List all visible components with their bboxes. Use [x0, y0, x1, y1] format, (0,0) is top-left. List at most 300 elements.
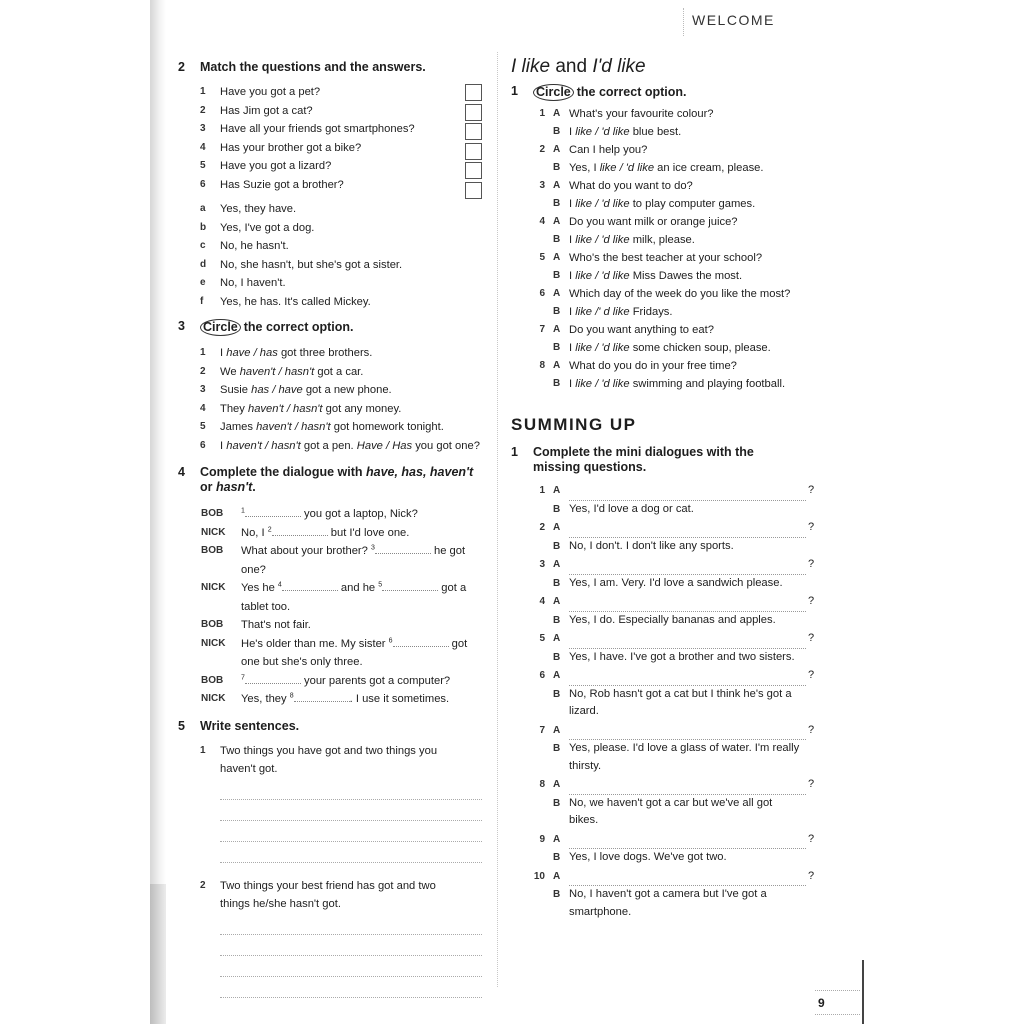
text: 4	[178, 465, 185, 479]
text: Yes, he has. It's called Mickey.	[220, 295, 371, 308]
option-choice[interactable]: haven't / hasn't	[247, 402, 323, 415]
text: I	[569, 126, 576, 138]
writing-line[interactable]	[220, 779, 482, 800]
text: ?	[808, 484, 815, 496]
text: I	[569, 234, 576, 246]
option-choice[interactable]: like / 'd like	[599, 162, 655, 174]
text: B	[553, 540, 561, 552]
text: I	[569, 270, 576, 282]
text: 5	[539, 252, 545, 263]
dialogue-a	[511, 285, 816, 303]
text: Do you want milk or orange juice?	[569, 216, 738, 228]
option-choice[interactable]: like / 'd like	[575, 198, 630, 210]
dialogue-line	[178, 672, 488, 691]
dialogue-b	[511, 231, 816, 249]
answer-item	[178, 237, 488, 256]
text: B	[553, 162, 561, 173]
dialogue-line	[178, 579, 488, 616]
answer-line[interactable]	[569, 488, 806, 501]
exercise-3	[178, 319, 488, 455]
option-item	[178, 400, 488, 419]
dialogue-line	[178, 635, 488, 672]
dialogue-a	[511, 177, 816, 195]
text: a	[200, 203, 206, 214]
dialogue-b	[511, 740, 816, 775]
text: A	[553, 522, 561, 533]
answer-box[interactable]	[465, 143, 482, 160]
text: you got a laptop, Nick?	[300, 508, 418, 520]
dialogue-b	[511, 159, 816, 177]
text: the correct option.	[576, 85, 687, 99]
text: B	[553, 852, 561, 863]
text: A	[553, 596, 561, 607]
option-choice[interactable]: have / has	[226, 347, 278, 359]
text: 10	[533, 870, 545, 882]
missing-question-line	[511, 830, 816, 850]
text: 6	[539, 670, 545, 681]
exercise-title	[178, 465, 488, 495]
text: 5	[178, 718, 185, 733]
text: No, I haven't got a camera but I've got a smartphone.	[569, 888, 767, 918]
missing-question-line	[511, 518, 816, 538]
text: Yes, they	[241, 693, 290, 705]
option-choice[interactable]: haven't / hasn't	[256, 421, 331, 433]
option-item	[178, 381, 488, 400]
answer-line[interactable]	[569, 636, 806, 649]
writing-prompt	[178, 742, 488, 779]
text: A	[553, 216, 561, 227]
dialogue-a	[511, 141, 816, 159]
exercise-2	[178, 60, 488, 311]
text: 1	[539, 485, 545, 496]
speaker: BOB	[201, 619, 224, 630]
dialogue-a	[511, 213, 816, 231]
question-item	[178, 83, 488, 102]
text: 3	[200, 123, 206, 134]
section-title	[511, 56, 816, 78]
text: Has Jim got a cat?	[220, 104, 313, 117]
option-item	[178, 437, 488, 456]
text: A	[553, 324, 561, 335]
text: 4	[200, 402, 206, 414]
text: 2	[539, 144, 545, 155]
answer-box[interactable]	[465, 123, 482, 140]
speaker: NICK	[201, 637, 226, 649]
text: 7	[539, 724, 545, 736]
text: Has Suzie got a brother?	[220, 178, 344, 191]
text: What about your brother?	[241, 545, 371, 557]
text: got homework tonight.	[330, 421, 444, 433]
answer-box[interactable]	[465, 162, 482, 179]
dialogue-b	[511, 267, 816, 285]
speaker: NICK	[201, 582, 226, 593]
text: Match the questions and the answers.	[200, 60, 426, 74]
answer-boxes	[465, 84, 482, 201]
gap-blank[interactable]	[282, 580, 338, 591]
text: Yes, I do. Especially bananas and apples.	[569, 613, 776, 626]
writing-line[interactable]	[220, 821, 482, 842]
text: but I'd love one.	[327, 526, 410, 539]
missing-question-line	[511, 629, 816, 649]
text: 8	[539, 779, 545, 790]
page-binding-shadow	[150, 0, 166, 1024]
text: B	[553, 614, 561, 626]
text: No, Rob hasn't got a cat but I think he's got a lizard.	[569, 687, 792, 717]
text: Two things you have got and two things you haven't got.	[220, 744, 438, 775]
text: some chicken soup, please.	[629, 342, 771, 354]
text: milk, please.	[629, 234, 695, 246]
question-item	[178, 102, 488, 121]
text: and he	[337, 582, 379, 594]
text: Which day of the week do you like the most?	[569, 288, 791, 300]
speaker: BOB	[201, 545, 224, 556]
section-header: WELCOME	[692, 12, 775, 28]
gap-blank[interactable]	[272, 525, 328, 536]
speaker: BOB	[201, 674, 224, 686]
option-choice[interactable]: Have / Has	[356, 439, 413, 452]
text: B	[553, 198, 561, 209]
text: he got one?	[241, 545, 466, 576]
answer-item	[178, 293, 488, 312]
exercise-1	[511, 84, 816, 393]
text: ?	[808, 723, 815, 736]
dialogue-line	[178, 690, 488, 709]
text: What do you want to do?	[569, 180, 693, 192]
question-item	[178, 157, 488, 176]
missing-question-line	[511, 666, 816, 686]
text: B	[553, 503, 561, 515]
answer-line[interactable]	[569, 562, 806, 575]
text: Two things your best friend has got and two things he/she hasn't got.	[220, 879, 436, 910]
text: Yes, I have. I've got a brother and two sisters.	[569, 650, 795, 663]
text: blue best.	[629, 126, 682, 138]
dialogue-b	[511, 375, 816, 393]
text: 4	[539, 216, 545, 227]
text: got a car.	[314, 365, 364, 378]
text: 8	[539, 360, 545, 371]
text: d	[200, 258, 207, 270]
text: I	[569, 306, 576, 318]
text: c	[200, 240, 206, 251]
text: Susie	[220, 384, 252, 396]
text: What's your favourite colour?	[569, 108, 714, 120]
text: B	[553, 688, 561, 700]
dialogue-line	[178, 542, 488, 579]
dialogue-b	[511, 849, 816, 867]
dialogue-b	[511, 612, 816, 630]
header-divider	[683, 8, 685, 36]
text: I'd like	[592, 56, 646, 77]
text: A	[553, 180, 561, 191]
option-choice[interactable]: like / 'd like	[575, 270, 630, 282]
text: e	[200, 277, 206, 288]
text: got any money.	[322, 402, 402, 415]
text: No, she hasn't, but she's got a sister.	[220, 258, 403, 271]
option-choice[interactable]: has / have	[251, 384, 303, 396]
answer-box[interactable]	[465, 104, 482, 121]
option-item	[178, 344, 488, 363]
writing-line[interactable]	[220, 956, 482, 977]
writing-line[interactable]	[220, 914, 482, 935]
text: Yes, I've got a dog.	[220, 221, 315, 234]
text: got three brothers.	[277, 347, 373, 359]
answer-line[interactable]	[569, 836, 806, 849]
text: No, I haven't.	[220, 277, 286, 289]
text: B	[553, 797, 561, 809]
text: I	[569, 198, 576, 210]
text: A	[553, 779, 561, 790]
dialogue-line	[178, 524, 488, 543]
text: I	[220, 347, 227, 359]
text: B	[553, 378, 561, 389]
text: ?	[808, 632, 815, 644]
missing-question-line	[511, 867, 816, 887]
answer-box[interactable]	[465, 182, 482, 199]
option-choice[interactable]: like / 'd like	[575, 342, 630, 354]
text: A	[553, 870, 561, 882]
page-number-rule	[815, 990, 860, 991]
writing-line[interactable]	[220, 842, 482, 863]
answer-line[interactable]	[569, 727, 806, 740]
writing-line[interactable]	[220, 977, 482, 998]
dialogue-b	[511, 339, 816, 357]
exercise-5	[178, 719, 488, 1006]
exercise-title	[511, 84, 816, 101]
dialogue-a	[511, 321, 816, 339]
answer-line[interactable]	[569, 673, 806, 686]
text: you got one?	[412, 439, 480, 452]
text: 3	[370, 544, 375, 552]
exercise-title	[178, 60, 488, 75]
option-item	[178, 418, 488, 437]
missing-question-line	[511, 775, 816, 795]
text: hasn't	[215, 480, 253, 494]
text: Yes, I am. Very. I'd love a sandwich please.	[569, 576, 783, 589]
text: b	[200, 221, 207, 233]
text: A	[553, 485, 561, 496]
right-column	[511, 56, 816, 921]
text: I like	[511, 56, 551, 77]
circle-word: Circle	[200, 319, 241, 336]
text: B	[553, 577, 561, 589]
text: B	[553, 342, 561, 353]
text: have, has, haven't	[365, 465, 474, 479]
answer-item	[178, 200, 488, 219]
question-item	[178, 176, 488, 195]
text: A	[553, 670, 561, 681]
text: your parents got a computer?	[300, 674, 451, 687]
dialogue-b	[511, 686, 816, 721]
text: Yes, please. I'd love a glass of water. I'm really thirsty.	[569, 742, 800, 772]
dialogue-b	[511, 575, 816, 593]
text: 5	[200, 421, 206, 432]
text: or	[200, 480, 216, 494]
text: A	[553, 252, 561, 263]
text: Yes, I'd love a dog or cat.	[569, 502, 694, 515]
option-choice[interactable]: like / 'd like	[575, 126, 630, 138]
left-column	[178, 60, 488, 1006]
text: 2	[267, 525, 272, 533]
text: No, I don't. I don't like any sports.	[569, 539, 734, 552]
text: 2	[200, 879, 206, 891]
text: No, we haven't got a car but we've all got bikes.	[569, 796, 773, 826]
text: 2	[200, 104, 206, 116]
text: B	[553, 126, 561, 137]
page-number: 9	[818, 996, 825, 1010]
text: B	[553, 651, 561, 663]
option-choice[interactable]: haven't / hasn't	[239, 365, 315, 378]
text: James	[220, 421, 257, 433]
text: ?	[808, 832, 815, 845]
text: 9	[539, 833, 545, 845]
answer-box[interactable]	[465, 84, 482, 101]
column-divider	[497, 52, 498, 987]
text: Yes, they have.	[220, 203, 297, 215]
answer-item	[178, 256, 488, 275]
gap-blank[interactable]	[245, 673, 301, 684]
text: 6	[200, 178, 206, 190]
dialogue-b	[511, 303, 816, 321]
gap-blank[interactable]	[382, 580, 438, 591]
dialogue-line	[178, 616, 488, 635]
option-choice[interactable]: like / 'd like	[575, 234, 630, 246]
gap-blank[interactable]	[245, 506, 301, 517]
text: 1	[539, 108, 545, 119]
text: 6	[388, 636, 393, 644]
page-number-rule	[815, 1014, 860, 1015]
text: B	[553, 743, 561, 754]
text: Complete the mini dialogues with the missing questions.	[533, 445, 754, 474]
option-item	[178, 363, 488, 382]
text: 3	[178, 319, 185, 333]
text: A	[553, 724, 561, 736]
exercise-title	[511, 445, 816, 475]
text: He's older than me. My sister	[241, 637, 389, 650]
dialogue-a	[511, 105, 816, 123]
question-item	[178, 139, 488, 158]
text: 4	[200, 141, 206, 153]
writing-line[interactable]	[220, 935, 482, 956]
option-choice[interactable]: like /' d like	[575, 306, 630, 318]
dialogue-line	[178, 505, 488, 524]
text: 3	[200, 384, 206, 395]
text: f	[200, 295, 204, 307]
page-edge-line	[862, 960, 864, 1024]
missing-question-line	[511, 592, 816, 612]
speaker: NICK	[201, 693, 226, 704]
answer-line[interactable]	[569, 782, 806, 795]
writing-line[interactable]	[220, 800, 482, 821]
text: .	[252, 480, 256, 494]
text: We	[220, 365, 240, 378]
circle-word: Circle	[533, 84, 574, 101]
text: B	[553, 306, 561, 317]
text: 5	[200, 160, 206, 171]
text: the correct option.	[243, 320, 354, 334]
gap-blank[interactable]	[375, 543, 431, 554]
dialogue-b	[511, 123, 816, 141]
text: Yes, I love dogs. We've got two.	[569, 851, 727, 863]
text: They	[220, 402, 248, 415]
text: 1	[200, 347, 206, 358]
text: ?	[808, 521, 815, 533]
text: 3	[539, 559, 545, 570]
gap-blank[interactable]	[294, 691, 350, 702]
text: 4	[277, 581, 282, 589]
dialogue-b	[511, 886, 816, 921]
text: Do you want anything to eat?	[569, 324, 714, 336]
text: ?	[808, 778, 815, 790]
text: That's not fair.	[241, 619, 311, 631]
answer-item	[178, 219, 488, 238]
text: 5	[378, 581, 383, 589]
text: Have you got a lizard?	[220, 160, 332, 172]
text: got one but she's only three.	[241, 637, 468, 668]
dialogue-b	[511, 649, 816, 667]
text: Fridays.	[629, 306, 673, 318]
text: A	[553, 833, 561, 845]
text: 6	[200, 439, 206, 451]
exercise-title	[178, 719, 488, 734]
text: I	[569, 342, 576, 354]
summing-up-exercise-1	[511, 445, 816, 921]
text: 6	[539, 288, 545, 299]
dialogue-b	[511, 195, 816, 213]
option-choice[interactable]: haven't / hasn't	[226, 439, 301, 452]
text: 2	[178, 60, 185, 74]
text: to play computer games.	[629, 198, 756, 210]
dialogue-a	[511, 357, 816, 375]
text: got a new phone.	[302, 384, 392, 396]
text: 1	[241, 507, 245, 515]
text: No, I	[241, 526, 268, 539]
missing-question-line	[511, 721, 816, 741]
text: an ice cream, please.	[654, 162, 764, 174]
text: ?	[808, 558, 815, 570]
option-choice[interactable]: like / 'd like	[575, 378, 630, 390]
summing-up-title: SUMMING UP	[511, 415, 637, 434]
answer-line[interactable]	[569, 525, 806, 538]
text: ?	[808, 669, 815, 681]
text: 1	[200, 86, 206, 97]
text: B	[553, 234, 561, 245]
text: 1	[200, 744, 206, 756]
text: and	[550, 56, 593, 77]
text: got a pen.	[300, 439, 357, 452]
text: A	[553, 633, 561, 644]
exercise-title	[178, 319, 488, 336]
text: 8	[289, 692, 294, 700]
text: 4	[539, 596, 545, 607]
text: 3	[539, 180, 545, 191]
text: 2	[539, 522, 545, 533]
text: A	[553, 144, 561, 155]
dialogue-a	[511, 249, 816, 267]
text: got a tablet too.	[241, 582, 467, 613]
answer-line[interactable]	[569, 599, 806, 612]
answer-line[interactable]	[569, 873, 806, 886]
exercise-4	[178, 465, 488, 709]
text: 1	[511, 445, 518, 459]
speaker: BOB	[201, 508, 224, 519]
dialogue-b	[511, 795, 816, 830]
text: ?	[808, 869, 815, 882]
text: 1	[511, 84, 518, 98]
text: 5	[539, 633, 545, 644]
text: Who's the best teacher at your school?	[569, 252, 763, 264]
text: A	[553, 360, 561, 371]
gap-blank[interactable]	[393, 636, 449, 647]
